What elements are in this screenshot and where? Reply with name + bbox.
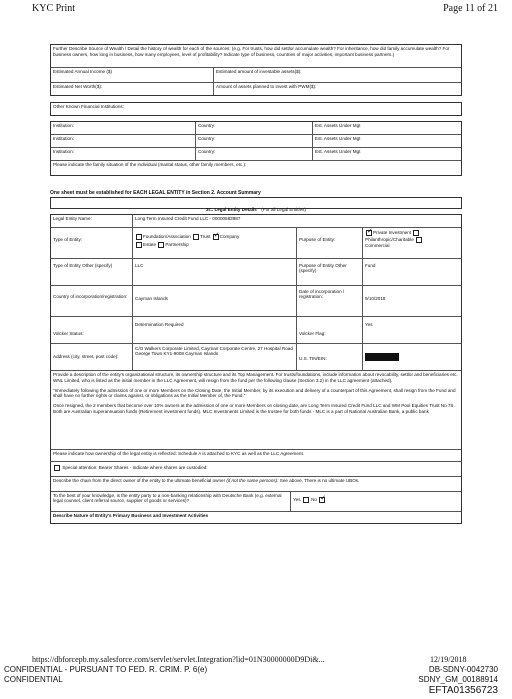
footer-date: 12/19/2018 [430,655,467,664]
checkbox-foundation[interactable] [136,234,142,240]
special-attention-row [51,462,461,476]
option-private-investment: Private Investment [373,229,412,235]
other-institutions-label: Other Known Financial Institutions: [53,104,124,109]
legal-entity-table [50,214,462,524]
primary-business-heading: Describe Nature of Entity's Primary Business and Investment Activities [53,512,209,518]
purpose-other-value: Fund [365,262,376,268]
entity-purpose-label: Purpose of Entity: [297,228,363,258]
chain-answer: See above. There is no ultimate UBOs. [279,477,360,483]
incorporation-country-label: Country of incorporation/registration: [51,286,133,316]
wealth-table [50,44,462,96]
checkbox-trust[interactable] [193,234,199,240]
assets-under-mgt-label: Est. Assets Under Mgt [315,123,361,128]
country-label: Country: [196,122,313,134]
entity-type-label: Type of Entity: [51,228,133,258]
answer-yes-label: Yes [293,496,301,502]
incorporation-date-label: Date of incorporation / registration: [297,286,363,316]
org-structure-p2: "Immediately following the admission of one or more Members on the Closing Date, the Initial Member, by its execution and delivery of a counterpart of this Agreement, shall resign from the Fund and shall have no further rights or claims against, or obligations as the Initial Member of, the Fund." [53,387,456,399]
entity-purpose-options [363,228,461,258]
chain-prompt: Describe the chain from the direct owner of the entity to the ultimate beneficial owner [53,477,226,483]
checkbox-bearer-shares[interactable] [54,465,60,471]
org-structure-p3: Once resigned, the 2 members that become over 10% owners at the admission of one or more Members on closing date, are Long Term Insured Credit Fund LLC and WM Pool Equities Trust No 78 . Both are Australian superannuation funds (Retirement investment funds). MLC Investments Limited is the trustee for both funds - MLC is a part of National Australian Bank, a public bank [53,402,456,414]
address-value: C/O Walkers Corporate Limited, Cayman Corporate Centre, 27 Hospital Road George Town KY1-9008 Cayman Islands [133,344,297,370]
option-commercial: Commercial [365,242,390,248]
tin-value [363,344,461,370]
checkbox-company[interactable] [213,234,219,240]
print-title: KYC Print [32,3,76,14]
type-other-label: Type of Entity Other (specify) [51,259,133,285]
family-situation-label: Please indicate the family situation of the individual (marital status, other family members, etc.): [53,162,247,167]
checkbox-private-investment[interactable] [366,230,372,236]
section-3c-title: 3C. Legal Entity Details [206,206,257,212]
institution-label: Institution: [51,148,196,160]
footer-url: https://dbforcepb.my.salesforce.com/servlet/servlet.Integration?lid=01N30000000D9Di&... [32,655,325,664]
volcker-status-label: Volcker Status: [51,317,133,343]
efta-number: EFTA01356723 [428,685,498,696]
net-worth-label: Estimated Net Worth($): [51,83,214,95]
type-other-value: LLC [133,259,297,285]
volcker-flag-value: Yes [365,321,373,327]
special-attention-label: Special attention: Bearer Shares - Indicate where shares are custodied: [62,464,208,470]
checkbox-no[interactable] [319,497,325,503]
entity-name-value: Long Term Insured Credit Fund LLC - 00000583987 [135,215,241,221]
purpose-other-label: Purpose of Entity Other (specify) [297,259,363,285]
entity-type-options [133,228,297,258]
incorporation-date-value: 9/10/2018 [365,295,386,301]
annual-income-label: Estimated Annual Income ($) [51,68,214,82]
pwm-assets-label: Amount of assets planned to invest with PWM($): [216,84,317,89]
org-structure-block [51,371,461,449]
bates-number-2: SDNY_GM_00188914 [418,675,498,684]
institution-label: Institution: [51,135,196,147]
confidential-label: CONFIDENTIAL [4,675,63,684]
non-bank-answer [291,492,461,511]
confidential-notice: CONFIDENTIAL - PURSUANT TO FED. R. CRIM. P. 6(e) [4,665,208,674]
checkbox-estate[interactable] [136,242,142,248]
one-sheet-instruction: One sheet must be established for EACH LEGAL ENTITY in Section 2. Account Summary [50,190,261,196]
option-foundation: Foundation/Association [143,233,191,239]
incorporation-country-value: Cayman Islands [133,286,297,316]
tin-label: U.S. TIN/EIN: [297,344,363,370]
ownership-reflection: Please indicate how ownership of the legal entity is reflected: Schedule A is attached to KYC as well as the LLC Agreement. [53,450,305,456]
org-structure-prompt: Provide a description of the entity's organizational structure, its ownership structure and its Top Management. For trusts/foundations, include information about revocability, settlor and beneficiaries etc. [53,371,458,377]
ownership-chain [51,477,461,491]
assets-under-mgt-label: Est. Assets Under Mgt [315,149,361,154]
investable-assets-label: Estimated amount of investable assets($): [216,69,302,74]
wealth-description: Further Describe Source of Wealth / Detail the history of wealth for each of the sources: (e.g. For trusts, how did settlor accumulate wealth? For inheritance, how did family accumulate wealth? For business owners, how long in business, how many employees, level of profitability? Indicate type of business, countries of major activities, important business partners.) [53,46,450,57]
section-3c-title-note: (For all Legal Entities) [261,206,306,212]
volcker-status-value: Determination Required [133,317,297,343]
answer-no-label: No [311,496,317,502]
chain-prompt-note: (if not the same persons): [226,477,279,483]
institution-label: Institution: [51,122,196,134]
option-company: Company [219,233,240,239]
country-label: Country: [196,135,313,147]
checkbox-private-investment-alt[interactable] [413,230,419,236]
institutions-table [50,121,462,176]
non-bank-question: To the best of your knowledge, is the entity party to a non-banking relationship with Deutsche Bank (e.g. external legal counsel, client referral source, supplier of goods or services)? [51,492,291,511]
option-partnership: Partnership [165,241,189,247]
option-trust: Trust [200,233,211,239]
other-institutions [50,102,462,116]
section-3c-title-bar [50,197,462,212]
org-structure-p1: WNL Limited, who is listed as the initial member in the LLC Agreement, will resign from the fund per the following clause (Section 3.2) in the LLC agreement (attached). [53,378,393,384]
checkbox-partnership[interactable] [158,242,164,248]
entity-name-label: Legal Entity Name: [51,215,133,227]
address-label: Address (city, street, post code): [51,344,133,370]
volcker-flag-label: Volcker Flag: [297,317,363,343]
bates-number-1: DB-SDNY-0042730 [428,665,498,674]
option-philanthropic: Philanthropic/Charitable [365,236,414,242]
kyc-form [50,44,462,524]
assets-under-mgt-label: Est. Assets Under Mgt [315,136,361,141]
tin-redaction [365,353,399,361]
country-label: Country: [196,148,313,160]
checkbox-philanthropic[interactable] [416,237,422,243]
option-estate: Estate [143,241,157,247]
checkbox-yes[interactable] [303,497,309,503]
page-number: Page 11 of 21 [443,3,498,14]
